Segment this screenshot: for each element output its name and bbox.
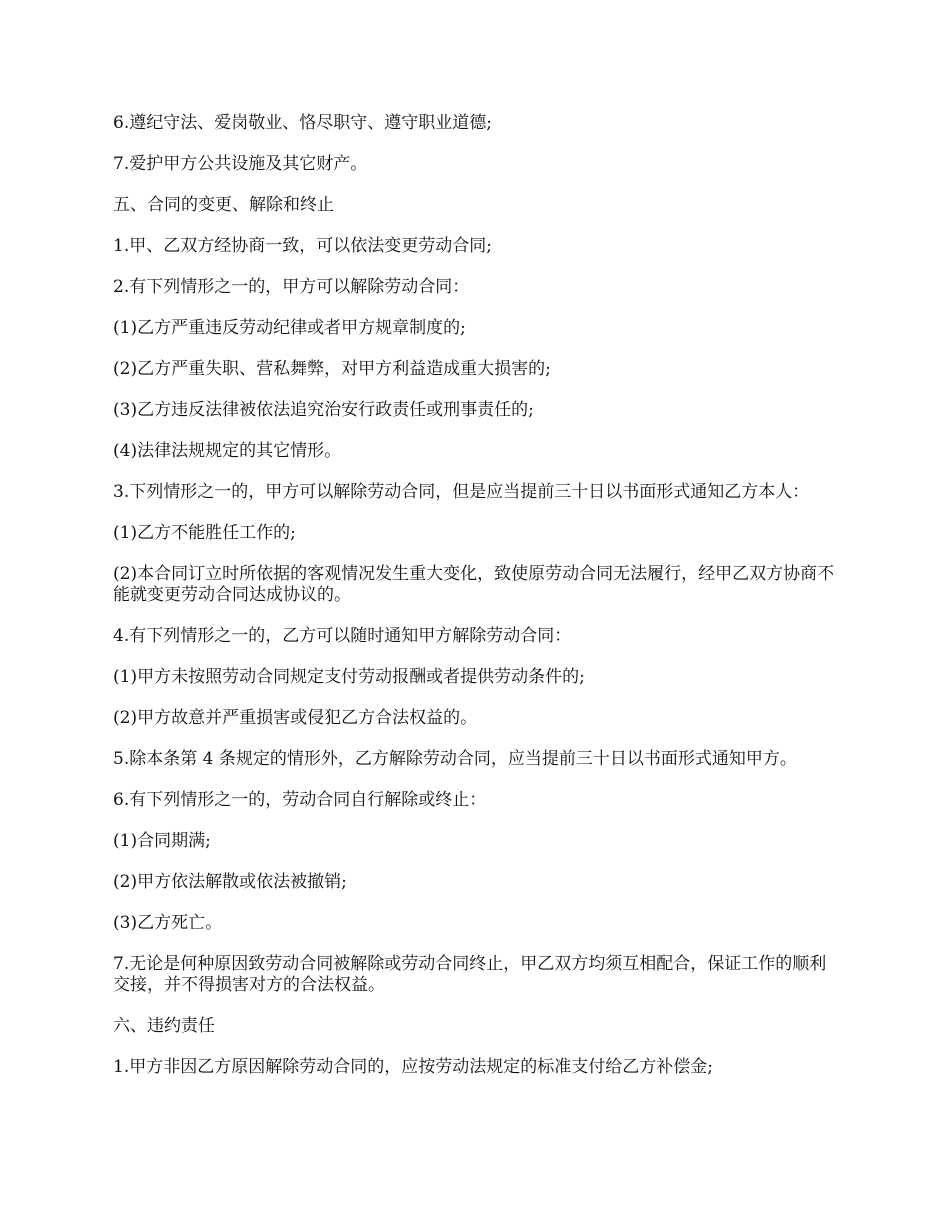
- clause-4-item-6: 6.遵纪守法、爱岗敬业、恪尽职守、遵守职业道德;: [113, 113, 492, 133]
- clause-5-item-2: 2.有下列情形之一的，甲方可以解除劳动合同：: [113, 277, 470, 297]
- clause-5-item-1: 1.甲、乙双方经协商一致，可以依法变更劳动合同;: [113, 236, 492, 256]
- clause-5-item-4-sub-2: (2)甲方故意并严重损害或侵犯乙方合法权益的。: [113, 708, 478, 728]
- clause-6-item-1: 1.甲方非因乙方原因解除劳动合同的，应按劳动法规定的标准支付给乙方补偿金;: [113, 1057, 713, 1077]
- document-body: [113, 113, 843, 1098]
- clause-5-item-6-sub-1: (1)合同期满;: [113, 831, 211, 851]
- clause-5-item-5: 5.除本条第 4 条规定的情形外，乙方解除劳动合同，应当提前三十日以书面形式通知甲方。: [113, 749, 797, 769]
- clause-5-item-3-sub-1: (1)乙方不能胜任工作的;: [113, 523, 296, 543]
- section-6-heading: 六、违约责任: [113, 1016, 215, 1036]
- clause-4-item-7: 7.爱护甲方公共设施及其它财产。: [113, 154, 368, 174]
- clause-5-item-4-sub-1: (1)甲方未按照劳动合同规定支付劳动报酬或者提供劳动条件的;: [113, 667, 585, 687]
- clause-5-item-2-sub-1: (1)乙方严重违反劳动纪律或者甲方规章制度的;: [113, 318, 466, 338]
- clause-5-item-6: 6.有下列情形之一的，劳动合同自行解除或终止：: [113, 790, 487, 810]
- clause-5-item-3-sub-2: (2)本合同订立时所依据的客观情况发生重大变化，致使原劳动合同无法履行，经甲乙双方协商不能就变更劳动合同达成协议的。: [113, 564, 835, 605]
- section-5-heading: 五、合同的变更、解除和终止: [113, 195, 334, 215]
- clause-5-item-2-sub-3: (3)乙方违反法律被依法追究治安行政责任或刑事责任的;: [113, 400, 534, 420]
- clause-5-item-2-sub-4: (4)法律法规规定的其它情形。: [113, 441, 342, 461]
- clause-5-item-4: 4.有下列情形之一的，乙方可以随时通知甲方解除劳动合同：: [113, 626, 572, 646]
- clause-5-item-6-sub-3: (3)乙方死亡。: [113, 913, 223, 933]
- clause-5-item-2-sub-2: (2)乙方严重失职、营私舞弊，对甲方利益造成重大损害的;: [113, 359, 551, 379]
- clause-5-item-6-sub-2: (2)甲方依法解散或依法被撤销;: [113, 872, 347, 892]
- clause-5-item-3: 3.下列情形之一的，甲方可以解除劳动合同，但是应当提前三十日以书面形式通知乙方本人：: [113, 482, 810, 502]
- clause-5-item-7: 7.无论是何种原因致劳动合同被解除或劳动合同终止，甲乙双方均须互相配合，保证工作的顺利交接，并不得损害对方的合法权益。: [113, 954, 827, 995]
